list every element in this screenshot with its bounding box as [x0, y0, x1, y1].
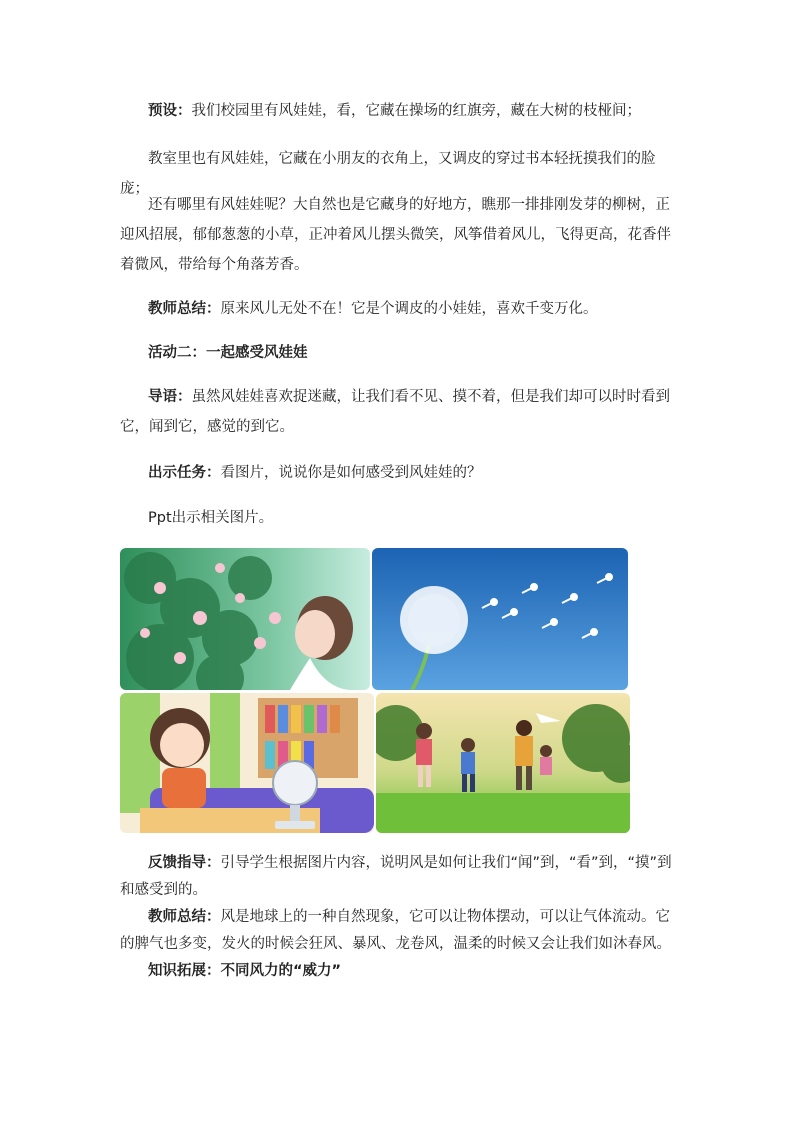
preset-label: 预设： — [148, 103, 192, 119]
ppt-text: Ppt出示相关图片。 — [148, 510, 274, 526]
preset-text: 我们校园里有风娃娃，看，它藏在操场的红旗旁，藏在大树的枝桠间； — [191, 103, 641, 119]
photo-cartoon-girl-fan — [120, 693, 374, 833]
paragraph-teacher-summary-1 — [120, 294, 680, 324]
girl-flowers-illustration — [120, 548, 370, 690]
paragraph-preset — [120, 96, 680, 126]
cartoon-fan-illustration — [120, 693, 374, 833]
activity-two-heading — [120, 338, 680, 368]
feedback-label: 反馈指导： — [148, 855, 221, 871]
dandelion-illustration — [372, 548, 628, 690]
knowledge-extension-label: 知识拓展：不同风力的“威力” — [148, 963, 342, 979]
summary-2-label: 教师总结： — [148, 909, 221, 925]
photo-girl-smelling-flowers — [120, 548, 370, 690]
intro-label: 导语： — [148, 389, 192, 405]
paragraph-nature — [120, 190, 680, 280]
task-label: 出示任务： — [148, 465, 221, 481]
feedback-text: 引导学生根据图片内容，说明风是如何让我们“闻”到，“看”到，“摸”到和感受到的。 — [120, 855, 672, 898]
intro-text: 虽然风娃娃喜欢捉迷藏，让我们看不见、摸不着，但是我们却可以时时看到它，闻到它，感觉的到它。 — [120, 389, 670, 435]
summary-2-text: 风是地球上的一种自然现象，它可以让物体摆动，可以让气体流动。它的脾气也多变，发火的时候会狂风、暴风、龙卷风，温柔的时候又会让我们如沐春风。 — [120, 909, 671, 952]
paragraph-teacher-summary-2 — [120, 904, 680, 958]
kids-running-illustration — [376, 693, 630, 833]
paragraph-intro — [120, 382, 680, 442]
nature-text: 还有哪里有风娃娃呢？大自然也是它藏身的好地方，瞧那一排排刚发芽的柳树，正迎风招展，郁郁葱葱的小草，正冲着风儿摆头微笑，风筝借着风儿，飞得更高，花香伴着微风，带给每个角落芳香。 — [120, 197, 671, 273]
summary-1-text: 原来风儿无处不在！它是个调皮的小娃娃，喜欢千变万化。 — [220, 301, 598, 317]
paragraph-ppt — [120, 503, 680, 533]
task-text: 看图片，说说你是如何感受到风娃娃的？ — [220, 465, 482, 481]
photo-dandelion — [372, 548, 628, 690]
knowledge-extension-heading — [120, 958, 680, 985]
activity-two-label: 活动二：一起感受风娃娃 — [148, 345, 308, 361]
paragraph-feedback — [120, 850, 680, 904]
paragraph-task — [120, 458, 680, 488]
classroom-text: 教室里也有风娃娃，它藏在小朋友的衣角上，又调皮的穿过书本轻抚摸我们的脸庞； — [120, 151, 656, 197]
summary-1-label: 教师总结： — [148, 301, 221, 317]
photo-kids-running — [376, 693, 630, 833]
